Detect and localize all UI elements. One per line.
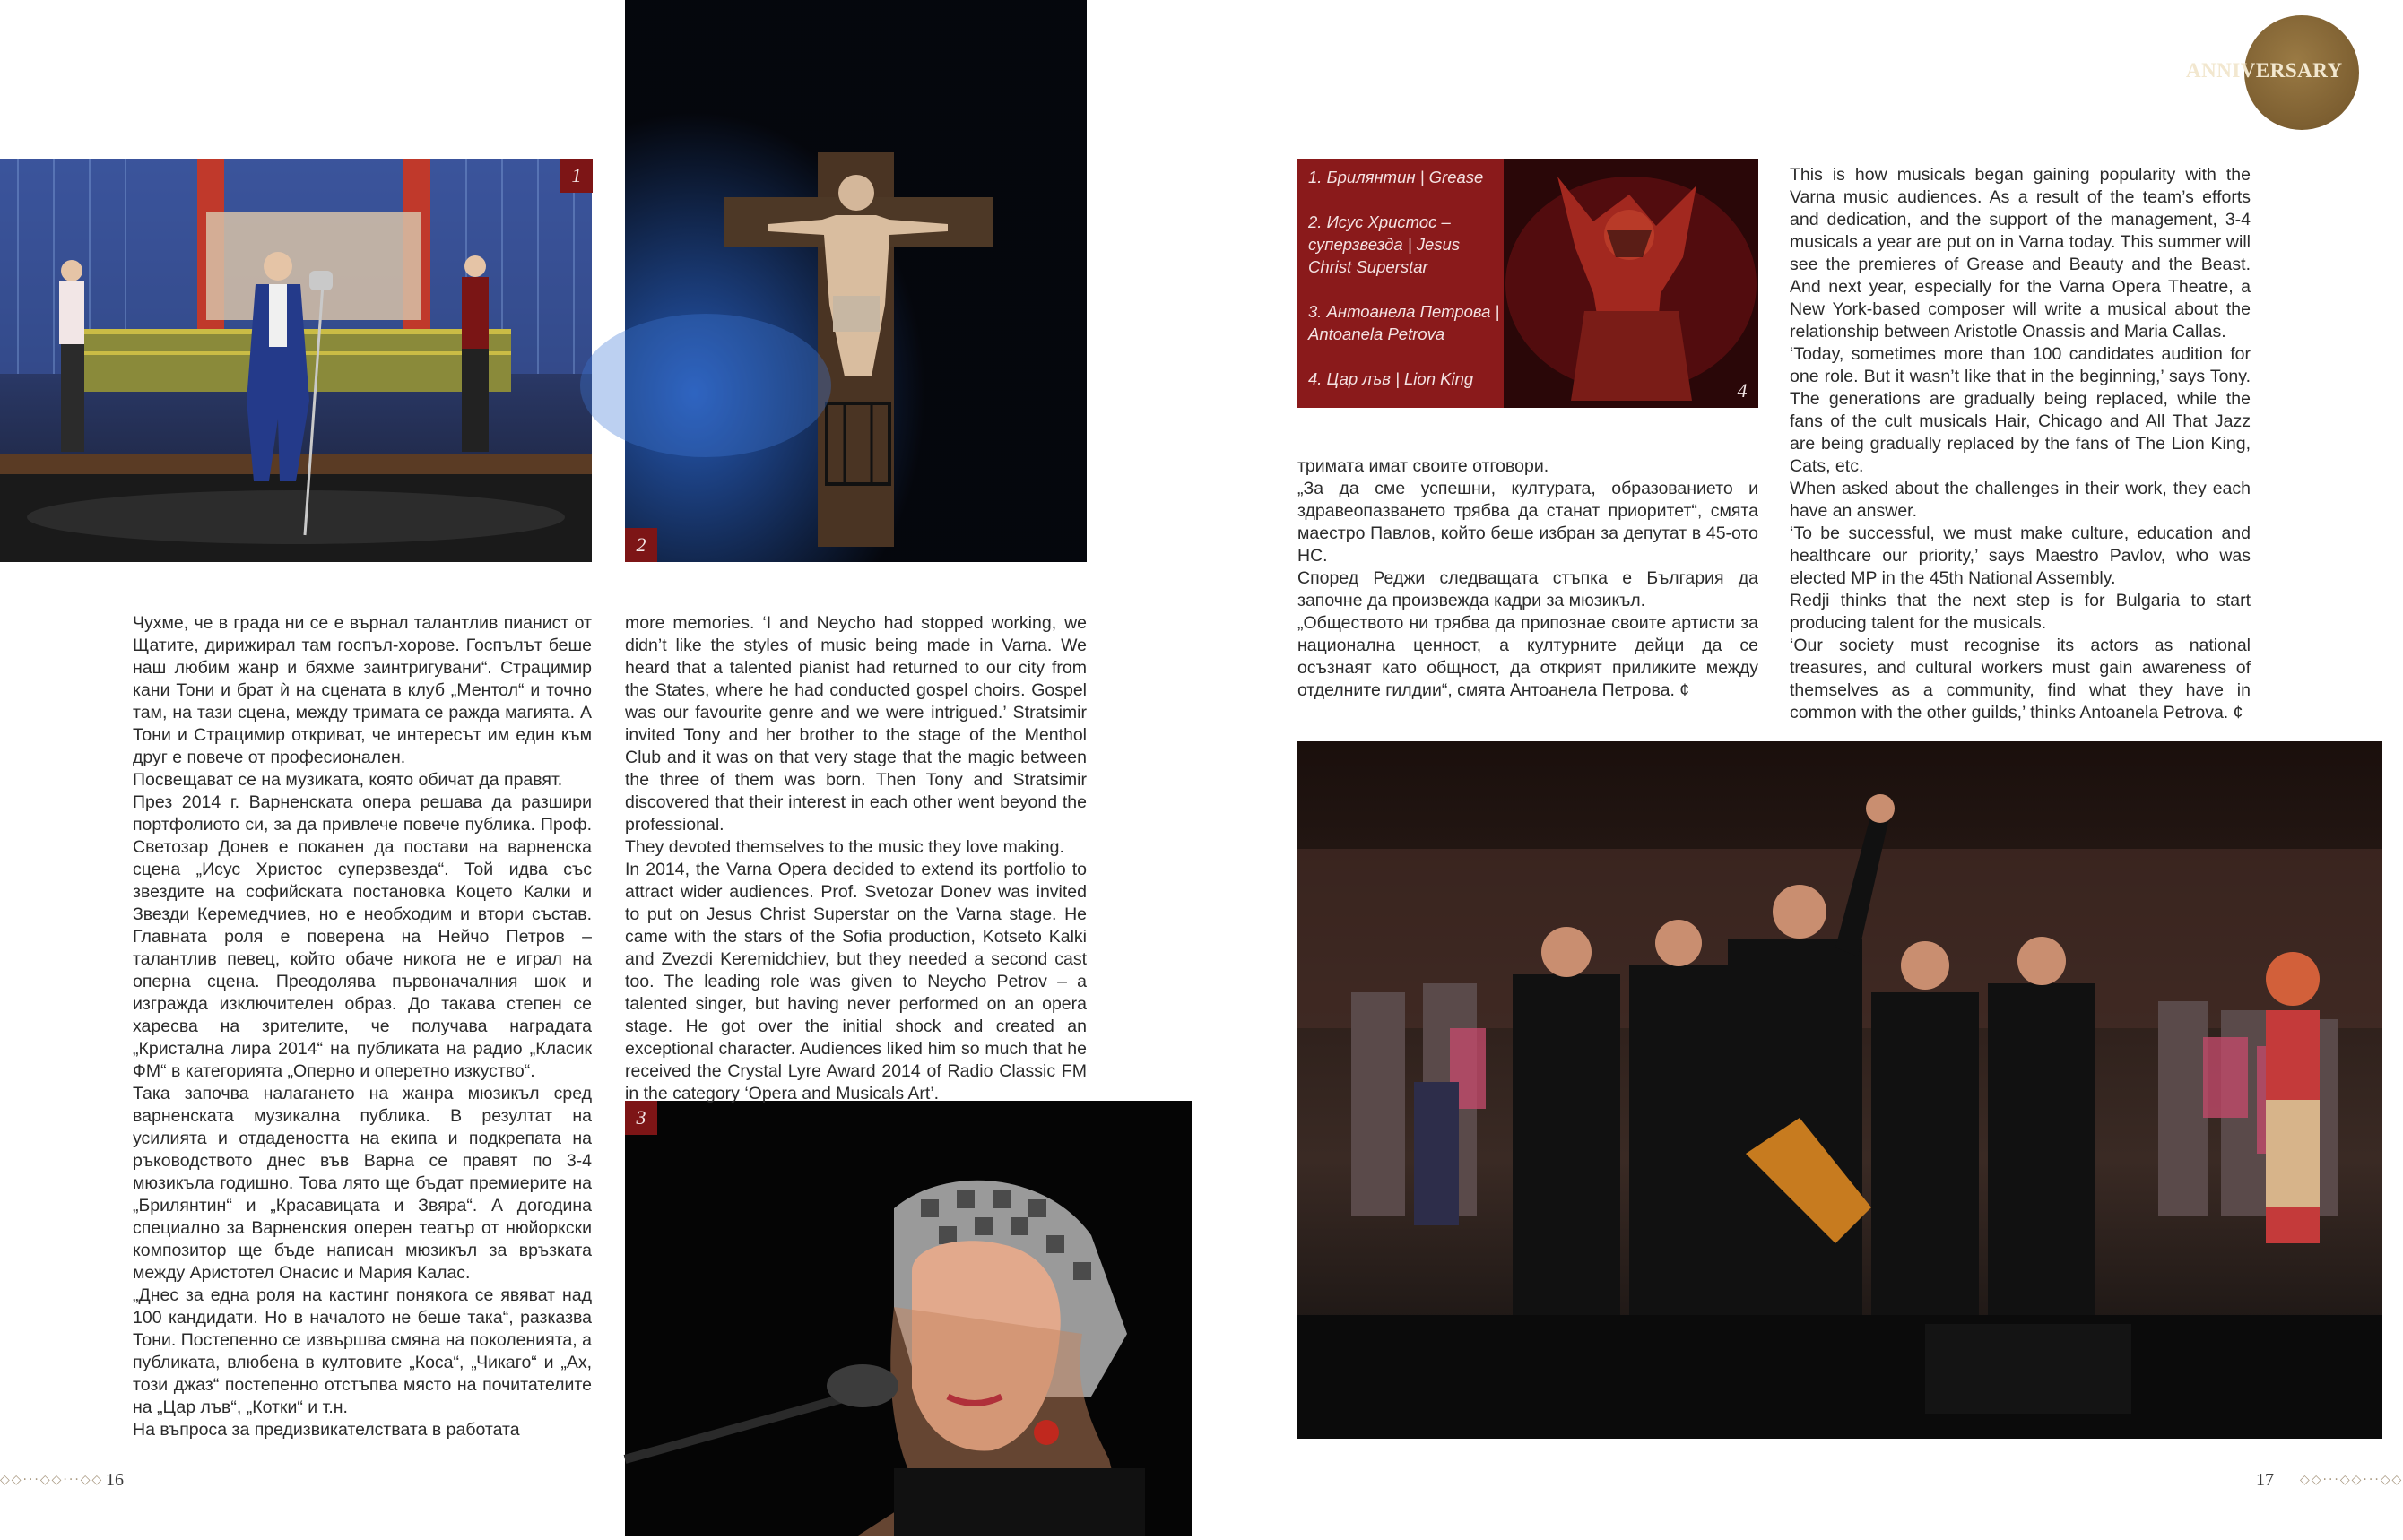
photo-grease bbox=[0, 159, 592, 562]
paragraph: ‘Today, sometimes more than 100 candidates audition for one role. But it wasn’t like that in the beginning,’ says Tony. The generations are gradually being replaced, while the fans of the cult musicals Hair, Chicago and All That Jazz are being gradually replaced by the fans of The Lion King, Cats, etc. bbox=[1790, 344, 2251, 476]
paragraph: Така започва налагането на жанра мюзикъл сред варненската музикална публика. В резултат на усилията и отдадеността на екипа и подкрепата на ръководството днес във Варна се правят по 3-4 мюзикъла годишно. Това лято ще бъдат премиерите на „Брилянтин“ и „Красавицата и Звяра“. А догодина специално за Варненския оперен театър от нюйоркски композитор ще бъде написан мюзикъл за връзката между Аристотел Онасис и Мария Калас. bbox=[133, 1084, 592, 1283]
paragraph: „Днес за една роля на кастинг понякога се явяват над 100 кандидати. Но в началото не беше така“, разказва Тони. Постепенно се извършва смяна на поколенията, а публиката, влюбена в култовите „Коса“, „Чикаго“ и „Ах, този джаз“ постепенно отстъпва място на почитателите на „Цар лъв“, „Котки“ и т.н. bbox=[133, 1285, 592, 1417]
photo-jesus-christ-superstar bbox=[625, 0, 1087, 562]
paragraph: ‘To be successful, we must make culture, education and healthcare our priority,’ says Maestro Pavlov, who was elected MP in the 45th National Assembly. bbox=[1790, 523, 2251, 588]
page-number-left: 16 bbox=[106, 1470, 124, 1490]
paragraph: Според Реджи следващата стъпка е България да започне да произвежда кадри за мюзикъл. bbox=[1297, 568, 1758, 610]
english-text-column-2 bbox=[1790, 164, 2251, 724]
paragraph: They devoted themselves to the music they love making. bbox=[625, 837, 1064, 857]
paragraph: In 2014, the Varna Opera decided to extend its portfolio to attract wider audiences. Prof. Svetozar Donev was invited to put on Jesus Christ Superstar on the Varna stage. He came with the stars of the Sofia production, Kotseto Kalki and Zvezdi Keremidchiev, but they needed a second cast too. The leading role was given to Neycho Petrov – a talented singer, but having never performed on an opera stage. He got over the initial shock and created an exceptional character. Audiences liked him so much that he received the Crystal Lyre Award 2014 of Radio Classic FM in the category ‘Opera and Musicals Art’. bbox=[625, 860, 1087, 1103]
photo-antoanela-petrova bbox=[625, 1101, 1192, 1536]
photo-number-badge: 3 bbox=[625, 1101, 657, 1135]
paragraph: „Обществото ни трябва да припознае своите артисти за национална ценност, а културните дейци да се осъзнаят като общност, да открият приликите между отделните гилдии“, смята Антоанела Петрова. ¢ bbox=[1297, 613, 1758, 700]
photo-lion-king bbox=[1504, 159, 1758, 408]
paragraph: This is how musicals began gaining popularity with the Varna music audiences. As a result of the team’s efforts and dedication, and the support of the management, 3-4 musicals a year are put on in Varna today. This summer will see the premieres of Grease and Beauty and the Beast. And next year, especially for the Varna Opera Theatre, a New York-based composer will write a musical about the relationship between Aristotle Onassis and Maria Callas. bbox=[1790, 165, 2251, 342]
anniversary-wordmark: ANNIVERSARY bbox=[2186, 59, 2343, 82]
english-text-column-1 bbox=[625, 612, 1087, 1105]
paragraph: Redji thinks that the next step is for Bulgaria to start producing talent for the musicals. bbox=[1790, 591, 2251, 633]
bulgarian-text-column-2 bbox=[1297, 455, 1758, 702]
caption-item: 1. Брилянтин | Grease bbox=[1308, 168, 1484, 186]
paragraph: тримата имат своите отговори. bbox=[1297, 456, 1549, 476]
caption-item: 4. Цар лъв | Lion King bbox=[1308, 369, 1474, 388]
photo-number-badge: 2 bbox=[625, 528, 657, 562]
folio-ornament-right: ◇◇···◇◇···◇◇ bbox=[2300, 1473, 2403, 1487]
bulgarian-text-column-1 bbox=[133, 612, 592, 1441]
paragraph: When asked about the challenges in their work, they each have an answer. bbox=[1790, 479, 2251, 521]
paragraph: „За да сме успешни, културата, образованието и здравеопазването трябва да станат приоритет“, смята маестро Павлов, който беше избран за депутат в 45-ото НС. bbox=[1297, 479, 1758, 566]
photo-number-badge: 4 bbox=[1737, 379, 1748, 402]
paragraph: more memories. ‘I and Neycho had stopped working, we didn’t like the styles of music being made in Varna. We heard that a talented pianist had returned to our city from the States, where he had conducted gospel choirs. Gospel was our favourite genre and we were intrigued.’ Stratsimir invited Tony and her brother to the stage of the Menthol Club and it was on that very stage that the magic between the three of them was born. Then Tony and Stratsimir discovered that their interest in each other went beyond the professional. bbox=[625, 613, 1087, 835]
caption-item: 3. Антоанела Петрова | Antoanela Petrova bbox=[1308, 302, 1500, 343]
folio-ornament-left: ◇◇···◇◇···◇◇ bbox=[0, 1473, 104, 1487]
paragraph: Чухме, че в града ни се е върнал талантлив пианист от Щатите, дирижирал там госпъл-хорове. Госпълът беше наш любим жанр и бяхме заинтригувани“. Страцимир кани Тони и брат ѝ на сцената в клуб „Ментол“ и точно там, на тази сцена, между тримата се ражда магията. А Тони и Страцимир откриват, че интересът им един към друг е повече от професионален. bbox=[133, 613, 592, 767]
paragraph: На въпроса за предизвикателствата в работата bbox=[133, 1420, 520, 1440]
photo-number-badge: 1 bbox=[560, 159, 593, 193]
photo-curtain-call bbox=[1297, 741, 2382, 1439]
page-number-right: 17 bbox=[2256, 1470, 2274, 1490]
paragraph: През 2014 г. Варненската опера решава да разшири портфолиото си, за да привлече повече публика. Проф. Светозар Донев е поканен да постави на варненска сцена „Исус Христос суперзвезда“. Той идва със звездите на софийската постановка Коцето Калки и Звезди Керемедчиев, но е необходим и втори състав. Главната роля е поверена на Нейчо Петров – талантлив певец, който обаче никога не е играл на оперна сцена. Преодолява първоначалния шок и изгражда изключителен образ. До такава степен се харесва на зрителите, че получава наградата „Кристална лира 2014“ на публиката на радио „Класик ФМ“ в категорията „Оперно и оперетно изкуство“. bbox=[133, 792, 592, 1081]
paragraph: ‘Our society must recognise its actors as national treasures, and cultural workers must gain awareness of themselves as a community, find what they have in common with the other guilds,’ thinks Antoanela Petrova. ¢ bbox=[1790, 636, 2251, 722]
caption-item: 2. Исус Христос – суперзвезда | Jesus Christ Superstar bbox=[1308, 212, 1461, 276]
caption-list bbox=[1308, 166, 1501, 412]
paragraph: Посвещават се на музиката, която обичат да правят. bbox=[133, 770, 563, 790]
